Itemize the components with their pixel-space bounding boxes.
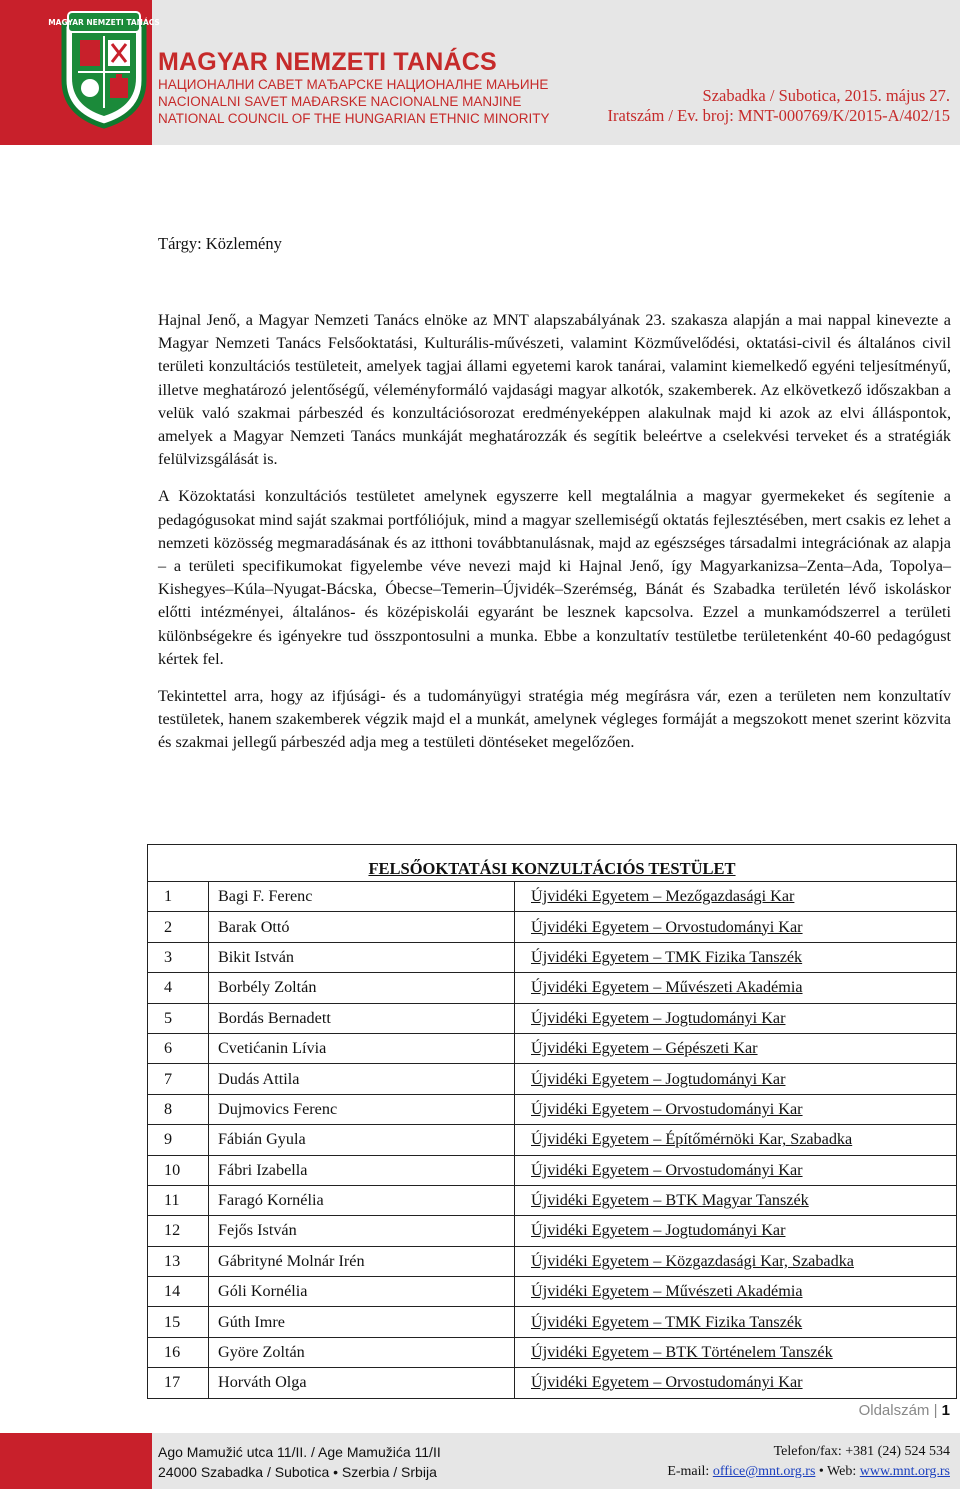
member-name: Bordás Bernadett: [209, 1003, 515, 1033]
member-number: 13: [148, 1246, 209, 1276]
table-row: [148, 1003, 957, 1033]
table-row: [148, 1246, 957, 1276]
member-name: Bagi F. Ferenc: [209, 882, 515, 912]
footer-red-block: [0, 1433, 152, 1489]
member-number: 11: [148, 1185, 209, 1215]
member-name: Bikit István: [209, 942, 515, 972]
council-members-table: [147, 844, 957, 1399]
table-row: [148, 1064, 957, 1094]
org-line-serbian-latin: NACIONALNI SAVET MAĐARSKE NACIONALNE MANJINE: [158, 94, 522, 109]
page-number: 1: [941, 1402, 950, 1419]
member-name: Faragó Kornélia: [209, 1185, 515, 1215]
phone-fax: Telefon/fax: +381 (24) 524 534: [773, 1444, 950, 1459]
org-line-english: NATIONAL COUNCIL OF THE HUNGARIAN ETHNIC MINORITY: [158, 111, 550, 126]
member-number: 17: [148, 1368, 209, 1398]
table-row: [148, 1125, 957, 1155]
member-number: 14: [148, 1277, 209, 1307]
table-row: [148, 1155, 957, 1185]
member-name: Gábrityné Molnár Irén: [209, 1246, 515, 1276]
member-name: Góli Kornélia: [209, 1277, 515, 1307]
member-institution: Újvidéki Egyetem – Gépészeti Kar: [515, 1033, 957, 1063]
reference-number: Iratszám / Ev. broj: MNT-000769/K/2015-A/402/15: [607, 106, 950, 125]
member-number: 3: [148, 942, 209, 972]
member-institution: Újvidéki Egyetem – BTK Magyar Tanszék: [515, 1185, 957, 1215]
table-row: [148, 1033, 957, 1063]
member-number: 9: [148, 1125, 209, 1155]
page-label: Oldalszám |: [858, 1402, 938, 1419]
member-name: Horváth Olga: [209, 1368, 515, 1398]
table-row: [148, 1216, 957, 1246]
address-line-1: Ago Mamužić utca 11/II. / Age Mamužića 11/II: [158, 1444, 441, 1460]
member-number: 6: [148, 1033, 209, 1063]
member-institution: Újvidéki Egyetem – Orvostudományi Kar: [515, 1094, 957, 1124]
table-title-text: FELSŐOKTATÁSI KONZULTÁCIÓS TESTÜLET: [368, 859, 736, 878]
member-name: Cvetićanin Lívia: [209, 1033, 515, 1063]
member-number: 8: [148, 1094, 209, 1124]
table-row: [148, 882, 957, 912]
web-label: • Web:: [818, 1464, 857, 1479]
member-institution: Újvidéki Egyetem – Jogtudományi Kar: [515, 1216, 957, 1246]
member-institution: Újvidéki Egyetem – Orvostudományi Kar: [515, 1155, 957, 1185]
member-number: 7: [148, 1064, 209, 1094]
org-block: [158, 48, 550, 127]
member-number: 5: [148, 1003, 209, 1033]
table-row: [148, 1094, 957, 1124]
paragraph: Hajnal Jenő, a Magyar Nemzeti Tanács elnöke az MNT alapszabályának 23. szakasza alapján a mai nappal kinevezte a Magyar Nemzeti Tanács Felsőoktatási, Kulturális-művészeti, valamint Közművelődési, oktatási-civil és általános civil területi konzultációs testületeit, amelyek tagjai állami egyetemi karok tanárai, valamint kiemelkedő egyéni teljesítményű, illetve meghatározó jelentőségű, véleményformáló vajdasági magyar alkotók, szakemberek. Az elkövetkező időszakban a velük való szakmai párbeszéd és konzultációsorozat eredményeképpen alakulnak majd ki azok az elvi álláspontok, amelyek a Magyar Nemzeti Tanács munkáját meghatározzák és segítik beleértve a cselekvési terveket és a stratégiák felülvizsgálását is.: [158, 311, 951, 469]
table-row: [148, 1307, 957, 1337]
table-title: [148, 845, 957, 882]
table-title-row: [148, 845, 957, 882]
body-text: [158, 309, 951, 769]
member-institution: Újvidéki Egyetem – BTK Történelem Tanszék: [515, 1337, 957, 1367]
member-number: 4: [148, 973, 209, 1003]
org-title: MAGYAR NEMZETI TANÁCS: [158, 48, 497, 76]
member-name: Fábián Gyula: [209, 1125, 515, 1155]
member-institution: Újvidéki Egyetem – Közgazdasági Kar, Szabadka: [515, 1246, 957, 1276]
member-name: Gúth Imre: [209, 1307, 515, 1337]
place-date: Szabadka / Subotica, 2015. május 27.: [702, 86, 950, 105]
table-row: [148, 973, 957, 1003]
member-number: 10: [148, 1155, 209, 1185]
contact-line: [667, 1462, 950, 1482]
member-name: Borbély Zoltán: [209, 973, 515, 1003]
member-institution: Újvidéki Egyetem – Jogtudományi Kar: [515, 1003, 957, 1033]
table-row: [148, 1337, 957, 1367]
table-row: [148, 1185, 957, 1215]
footer-address: [158, 1442, 441, 1482]
web-link[interactable]: www.mnt.org.rs: [859, 1464, 950, 1479]
member-name: Dudás Attila: [209, 1064, 515, 1094]
member-number: 15: [148, 1307, 209, 1337]
table-body: [148, 882, 957, 1399]
member-institution: Újvidéki Egyetem – Művészeti Akadémia: [515, 1277, 957, 1307]
member-institution: Újvidéki Egyetem – Építőmérnöki Kar, Szabadka: [515, 1125, 957, 1155]
table-row: [148, 912, 957, 942]
member-name: Györe Zoltán: [209, 1337, 515, 1367]
address-line-2: 24000 Szabadka / Subotica • Szerbia / Srbija: [158, 1464, 437, 1480]
member-name: Dujmovics Ferenc: [209, 1094, 515, 1124]
member-number: 12: [148, 1216, 209, 1246]
email-label: E-mail:: [667, 1464, 710, 1479]
member-name: Fábri Izabella: [209, 1155, 515, 1185]
member-name: Barak Ottó: [209, 912, 515, 942]
member-institution: Újvidéki Egyetem – Jogtudományi Kar: [515, 1064, 957, 1094]
subject-line: Tárgy: Közlemény: [158, 234, 282, 253]
member-institution: Újvidéki Egyetem – Mezőgazdasági Kar: [515, 882, 957, 912]
member-institution: Újvidéki Egyetem – TMK Fizika Tanszék: [515, 942, 957, 972]
footer-contact: [667, 1442, 950, 1482]
header-meta: [608, 86, 951, 126]
member-number: 16: [148, 1337, 209, 1367]
page-number-label: [859, 1402, 950, 1419]
table-row: [148, 1277, 957, 1307]
member-institution: Újvidéki Egyetem – TMK Fizika Tanszék: [515, 1307, 957, 1337]
table-row: [148, 1368, 957, 1398]
member-institution: Újvidéki Egyetem – Orvostudományi Kar: [515, 912, 957, 942]
crest-text: MAGYAR NEMZETI TANÁCS: [48, 18, 160, 27]
member-institution: Újvidéki Egyetem – Orvostudományi Kar: [515, 1368, 957, 1398]
paragraph: Tekintettel arra, hogy az ifjúsági- és a tudományügyi stratégia még megírásra vár, ezen a területen nem konzultatív testületek, hanem szakemberek végzik majd el a munkát, amelynek végleges formáját a megszokott menet szerint közvita és szakmai jellegű párbeszéd adja meg a testületi döntéseket megelőzően.: [158, 687, 951, 752]
member-number: 2: [148, 912, 209, 942]
org-line-serbian-cyrillic: НАЦИОНАЛНИ САВЕТ МАЂАРСКЕ НАЦИОНАЛНЕ МАЊИНЕ: [158, 77, 549, 92]
email-link[interactable]: office@mnt.org.rs: [712, 1464, 816, 1479]
table-row: [148, 942, 957, 972]
member-institution: Újvidéki Egyetem – Művészeti Akadémia: [515, 973, 957, 1003]
member-number: 1: [148, 882, 209, 912]
member-name: Fejős István: [209, 1216, 515, 1246]
crest-logo: [48, 10, 160, 128]
paragraph: A Közoktatási konzultációs testületet amelynek egyszerre kell megtalálnia a magyar gyermekeket és segítenie a pedagógusokat mind saját szakmai portfóliójuk, mind a magyar szellemiségű oktatás fejlesztésében, mert csakis ez lehet a nemzeti közösség megmaradásának és az itthoni továbbtanulásnak, majd az egészséges társadalmi integrációnak az alapja – a területi specifikumokat figyelembe véve nevezi majd ki Hajnal Jenő, így Magyarkanizsa–Zenta–Ada, Topolya–Kishegyes–Kúla–Nyugat-Bácska, Óbecse–Temerin–Újvidék–Szerémség, Bánát és Szabadka területén lévő iskoláskor előtti intézményei, általános- és középiskolái egyaránt be lesznek kapcsolva. Ezzel a munkamódszerrel a területi különbségekre és igényekre tud összpontosulni a munka. Ebbe a konzultatív testületbe területenként 40-60 pedagógust kértek fel.: [158, 487, 951, 668]
